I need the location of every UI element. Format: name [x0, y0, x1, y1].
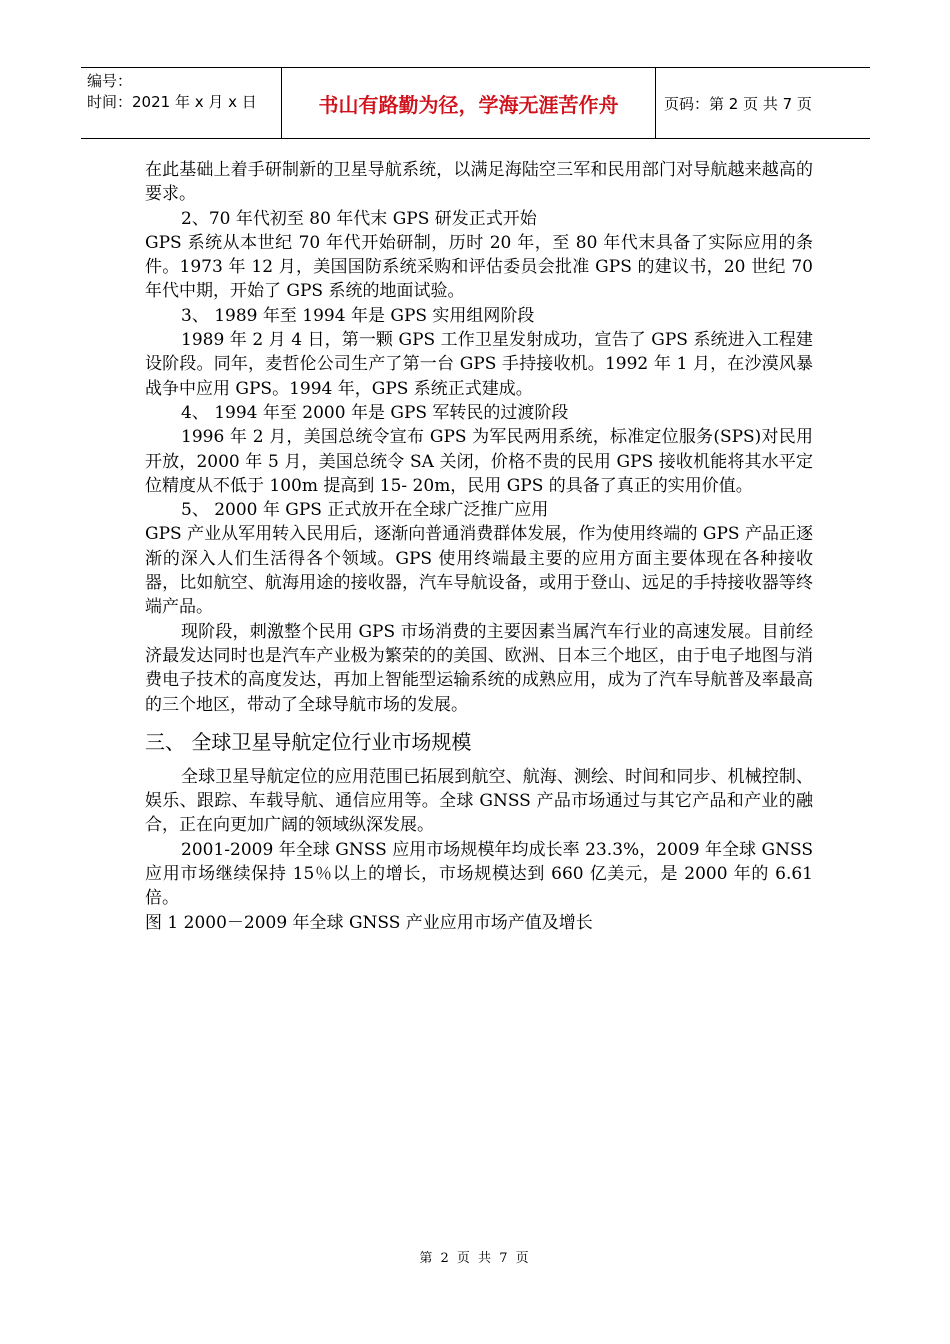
paragraph: 1996 年 2 月，美国总统令宣布 GPS 为军民两用系统，标准定位服务(SPS)对民用开放，2000 年 5 月，美国总统令 SA 关闭，价格不贵的民用 GPS 接收机能将其水平定位精度从不低于 100m 提高到 15- 20m，民用 GPS 的具备了真正的实用价值。	[145, 427, 813, 496]
subheading-3: 3、 1989 年至 1994 年是 GPS 实用组网阶段	[181, 305, 535, 326]
paragraph: GPS 产业从军用转入民用后，逐渐向普通消费群体发展，作为使用终端的 GPS 产品正逐渐的深入人们生活得各个领域。GPS 使用终端最主要的应用方面主要体现在各种接收器，比如航空、航海用途的接收器，汽车导航设备，或用于登山、远足的手持接收器等终端产品。	[145, 524, 813, 618]
page-header	[81, 67, 870, 139]
subheading-2: 2、70 年代初至 80 年代末 GPS 研发正式开始	[181, 208, 537, 229]
document-body	[145, 158, 813, 935]
paragraph: 在此基础上着手研制新的卫星导航系统，以满足海陆空三军和民用部门对导航越来越高的要求。	[145, 160, 813, 205]
header-meta	[81, 68, 281, 138]
subheading-5: 5、 2000 年 GPS 正式放开在全球广泛推广应用	[181, 500, 549, 521]
subheading-4: 4、 1994 年至 2000 年是 GPS 军转民的过渡阶段	[181, 402, 569, 423]
paragraph: GPS 系统从本世纪 70 年代开始研制，历时 20 年，至 80 年代末具备了实际应用的条件。1973 年 12 月，美国国防系统采购和评估委员会批准 GPS 的建议书，20 世纪 70 年代中期，开始了 GPS 系统的地面试验。	[145, 232, 813, 302]
paragraph: 现阶段，刺激整个民用 GPS 市场消费的主要因素当属汽车行业的高速发展。目前经济最发达同时也是汽车产业极为繁荣的的美国、欧洲、日本三个地区，由于电子地图与消费电子技术的高度发达，再加上智能型运输系统的成熟应用，成为了汽车导航普及率最高的三个地区，带动了全球导航市场的发展。	[145, 621, 813, 715]
figure-caption: 图 1 2000－2009 年全球 GNSS 产业应用市场产值及增长	[145, 912, 593, 933]
paragraph: 全球卫星导航定位的应用范围已拓展到航空、航海、测绘、时间和同步、机械控制、娱乐、跟踪、车载导航、通信应用等。全球 GNSS 产品市场通过与其它产品和产业的融合，正在向更加广阔的领域纵深发展。	[145, 766, 813, 836]
document-date: 时间：2021 年 x 月 x 日	[87, 93, 257, 111]
header-motto: 书山有路勤为径，学海无涯苦作舟	[281, 68, 656, 138]
header-page-count: 页码：第 2 页 共 7 页	[664, 94, 812, 113]
paragraph: 1989 年 2 月 4 日，第一颗 GPS 工作卫星发射成功，宣告了 GPS 系统进入工程建设阶段。同年，麦哲伦公司生产了第一台 GPS 手持接收机。1992 年 1 月，在沙漠风暴战争中应用 GPS。1994 年，GPS 系统正式建成。	[145, 330, 813, 399]
paragraph: 2001-2009 年全球 GNSS 应用市场规模年均成长率 23.3%，2009 年全球 GNSS 应用市场继续保持 15％以上的增长，市场规模达到 660 亿美元，是 2000 年的 6.61 倍。	[145, 839, 813, 909]
document-code: 编号：	[87, 72, 133, 90]
page-footer: 第 2 页 共 7 页	[419, 1251, 531, 1266]
section-heading: 三、 全球卫星导航定位行业市场规模	[145, 729, 472, 754]
